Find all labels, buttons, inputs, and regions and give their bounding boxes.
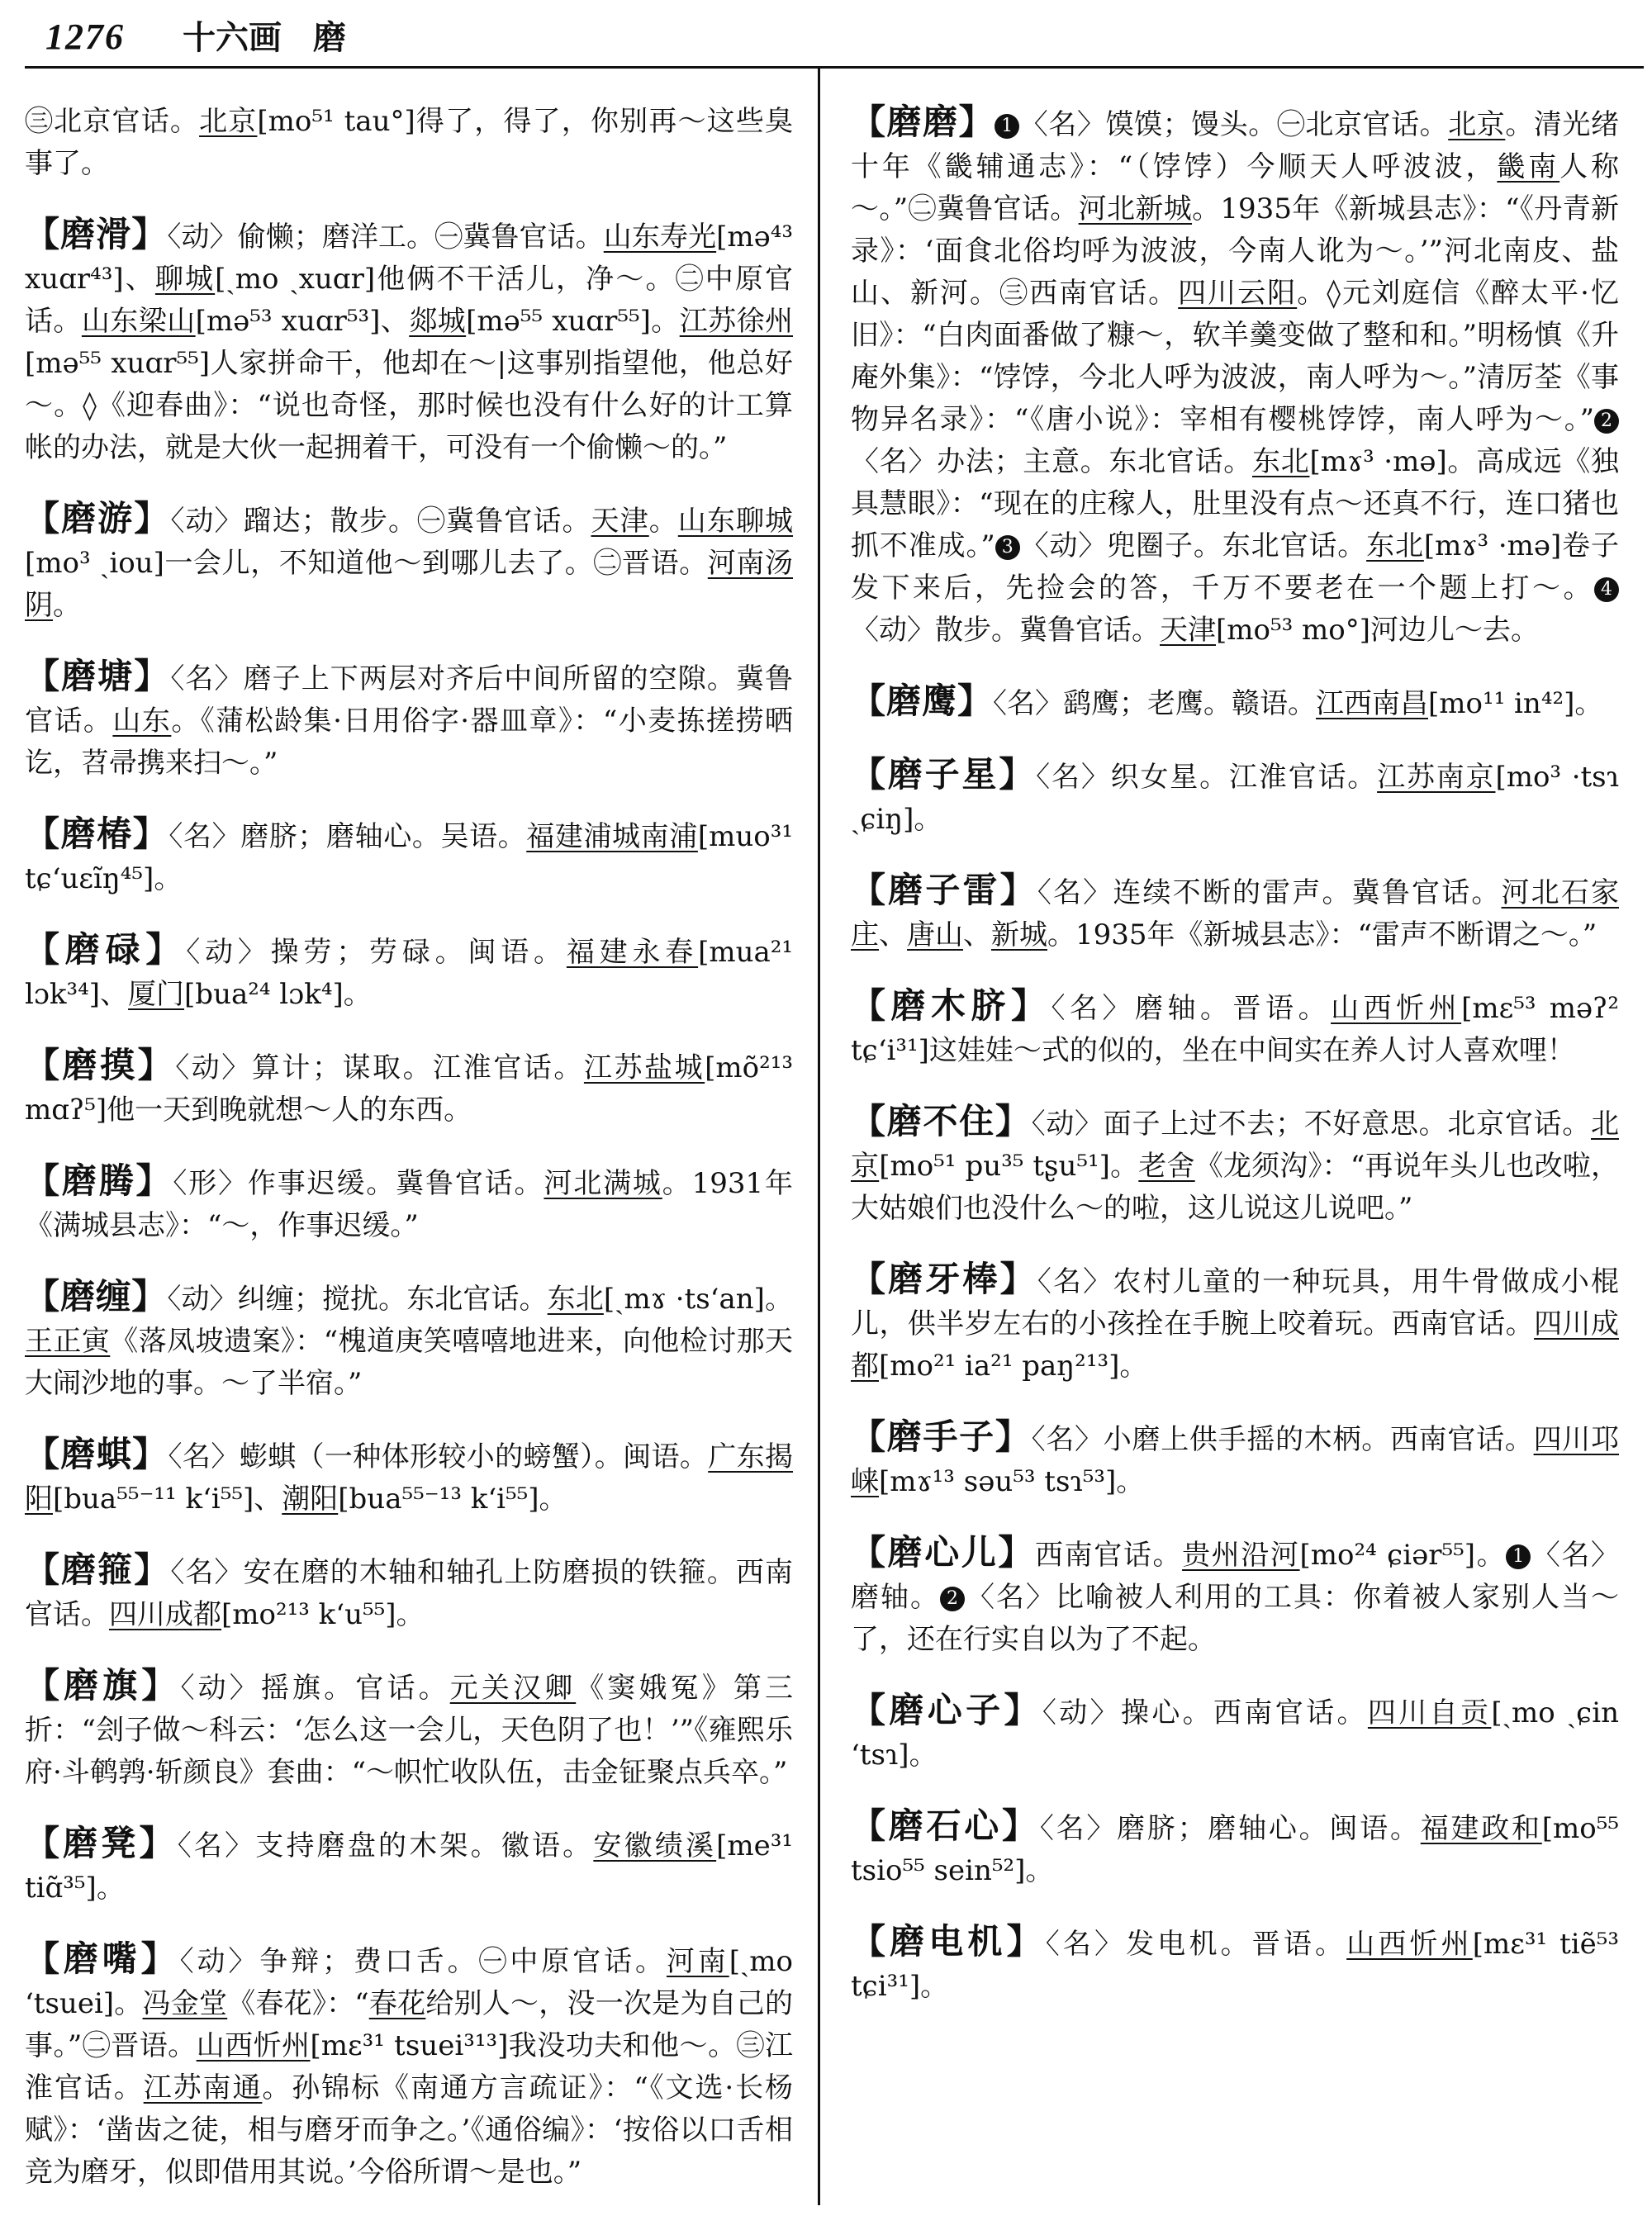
- dictionary-entry: 【磨心子】〈动〉操心。西南官话。四川自贡[ˏmo ˏɕin ʻtsɿ]。: [851, 1690, 1619, 1772]
- headword: 【磨子星】: [851, 754, 1037, 795]
- dictionary-entry: 【磨缠】〈动〉纠缠；搅扰。东北官话。东北[ˏmɤ ·tsʻan]。王正寅《落凤坡遗案》：“槐道庚笑嘻嘻地进来，向他检讨那天大闹沙地的事。～了半宿。”: [25, 1276, 794, 1400]
- dictionary-entry: 【磨不住】〈动〉面子上过不去；不好意思。北京官话。北京[mo⁵¹ pu³⁵ tʂu⁵¹]。老舍《龙须沟》：“再说年头儿也改啦，大姑娘们也没什么～的啦，这儿说这儿说吧。”: [851, 1101, 1619, 1225]
- dictionary-entry: 【磨鹰】〈名〉鹞鹰；老鹰。赣语。江西南昌[mo¹¹ in⁴²]。: [851, 681, 1603, 721]
- dictionary-entry: 【磨石心】〈名〉磨脐；磨轴心。闽语。福建政和[mo⁵⁵ tsio⁵⁵ sein⁵²]。: [851, 1805, 1619, 1887]
- headword: 【磨凳】: [25, 1823, 178, 1863]
- dictionary-entry: 【磨心儿】西南官话。贵州沿河[mo²⁴ ɕiər⁵⁵]。 1 〈名〉磨轴。 2 〈名〉比喻被人利用的工具：你着被人家别人当～了，还在行实自以为了不起。: [851, 1532, 1620, 1656]
- headword: 【磨石心】: [851, 1805, 1040, 1846]
- headword: 【磨碌】: [25, 929, 187, 970]
- dictionary-entry-continued: ㊂北京官话。北京[mo⁵¹ tau°]得了，得了，你别再～这些臭事了。: [25, 105, 794, 180]
- headword: 【磨腾】: [25, 1160, 173, 1201]
- headword: 【磨电机】: [851, 1921, 1046, 1962]
- headword: 【磨手子】: [851, 1416, 1032, 1457]
- sense-number-2: 2: [940, 1587, 965, 1611]
- dictionary-entry: 【磨蜞】〈名〉蟛蜞（一种体形较小的螃蟹）。闽语。广东揭阳[bua⁵⁵⁻¹¹ kʻi⁵⁵]、潮阳[bua⁵⁵⁻¹³ kʻi⁵⁵]。: [25, 1434, 794, 1516]
- dictionary-entry: 【磨子星】〈名〉织女星。江淮官话。江苏南京[mo³ ·tsɿ ˏɕiŋ]。: [851, 754, 1620, 836]
- dictionary-entry: 【磨手子】〈名〉小磨上供手摇的木柄。西南官话。四川邛崃[mɤ¹³ səu⁵³ tsɿ⁵³]。: [851, 1416, 1620, 1498]
- dictionary-entry: 【磨旗】〈动〉摇旗。官话。元关汉卿《窦娥冤》第三折：“刽子做～科云：‘怎么这一会儿，天色阴了也！’”《雍熙乐府·斗鹌鹑·斩颜良》套曲：“～帜忙收队伍，击金钲聚点兵卒。”: [25, 1665, 794, 1789]
- sense-number-1: 1: [1506, 1544, 1531, 1569]
- headword: 【磨塘】: [25, 656, 171, 696]
- right-column: [851, 73, 1619, 2016]
- sense-number-2: 2: [1594, 409, 1619, 434]
- headword: 【磨磨】: [851, 102, 995, 142]
- head-character: 磨: [313, 18, 346, 57]
- headword: 【磨游】: [25, 498, 171, 539]
- headword: 【磨嘴】: [25, 1938, 180, 1979]
- dictionary-entry: 【磨牙棒】〈名〉农村儿童的一种玩具，用牛骨做成小棍儿，供半岁左右的小孩拴在手腕上咬着玩。西南官话。四川成都[mo²¹ ia²¹ paŋ²¹³]。: [851, 1259, 1620, 1383]
- dictionary-entry: 【磨磨】 1 〈名〉馍馍；馒头。㊀北京官话。北京。清光绪十年《畿辅通志》：“（饽饽）今顺天人呼波波，畿南人称～。”㊁冀鲁官话。河北新城。1935年《新城县志》：“《丹青新录》：‘面食北俗均呼为波波，今南人讹为～。’”河北南皮、盐山、新河。㊂西南官话。四川云阳。◊元刘庭信《醉太平·忆旧》：“白肉面番做了糠～，软羊羹变做了整和和。”明杨慎《升庵外集》：“饽饽，今北人呼为波波，南人呼为～。”清厉荃《事物异名录》：“《唐小说》：宰相有樱桃饽饽，南人呼为～。” 2〈名〉办法；主意。东北官话。东北[mɤ³ ·mə]。高成远《独具慧眼》：“现在的庄稼人，肚里没有点～还真不行，连口猪也抓不准成。” 3 〈动〉兜圈子。东北官话。东北[mɤ³ ·mə]卷子发下来后，先捡会的答，千万不要老在一个题上打～。 4〈动〉散步。冀鲁官话。天津[mo⁵³ mo°]河边儿～去。: [851, 102, 1620, 647]
- dictionary-entry: 【磨木脐】〈名〉磨轴。晋语。山西忻州[mɛ⁵³ məʔ² tɕʻi³¹]这娃娃～式的似的，坐在中间实在养人讨人喜欢哩！: [851, 985, 1620, 1067]
- dictionary-entry: 【磨箍】〈名〉安在磨的木轴和轴孔上防磨损的铁箍。西南官话。四川成都[mo²¹³ kʻu⁵⁵]。: [25, 1549, 793, 1631]
- dictionary-entry: 【磨腾】〈形〉作事迟缓。冀鲁官话。河北满城。1931年《满城县志》：“～，作事迟缓。”: [25, 1160, 794, 1242]
- headword: 【磨牙棒】: [851, 1259, 1037, 1299]
- headword: 【磨摸】: [25, 1045, 176, 1085]
- dictionary-entry: 【磨凳】〈名〉支持磨盘的木架。徽语。安徽绩溪[me³¹ tiɑ̃³⁵]。: [25, 1823, 793, 1905]
- dictionary-entry: 【磨摸】〈动〉算计；谋取。江淮官话。江苏盐城[mõ²¹³ mɑʔ⁵]他一天到晚就想～人的东西。: [25, 1045, 793, 1127]
- sense-number-4: 4: [1594, 577, 1619, 602]
- headword: 【磨鹰】: [851, 681, 994, 721]
- stroke-section: 十六画: [183, 18, 282, 57]
- header-rule: [25, 66, 1644, 69]
- dictionary-entry: 【磨塘】〈名〉磨子上下两层对齐后中间所留的空隙。冀鲁官话。山东。《蒲松龄集·日用俗字·器皿章》：“小麦拣搓捞晒讫，苕帚携来扫～。”: [25, 656, 794, 780]
- headword: 【磨滑】: [25, 214, 168, 254]
- headword: 【磨箍】: [25, 1549, 171, 1590]
- headword: 【磨不住】: [851, 1101, 1032, 1141]
- headword: 【磨旗】: [25, 1665, 181, 1706]
- headword: 【磨木脐】: [851, 985, 1051, 1026]
- dictionary-entry: 【磨椿】〈名〉磨脐；磨轴心。吴语。福建浦城南浦[muo³¹ tɕʻuɛĩŋ⁴⁵]。: [25, 814, 794, 895]
- dictionary-entry: 【磨碌】〈动〉操劳；劳碌。闽语。福建永春[mua²¹ lɔk³⁴]、厦门[bua²⁴ lɔk⁴]。: [25, 929, 794, 1011]
- sense-number-1: 1: [995, 114, 1019, 139]
- left-column: [25, 73, 793, 2202]
- headword: 【磨椿】: [25, 814, 169, 854]
- dictionary-entry: 【磨电机】〈名〉发电机。晋语。山西忻州[mɛ³¹ tiẽ⁵³ tɕi³¹]。: [851, 1921, 1619, 2003]
- headword: 【磨心儿】: [851, 1532, 1036, 1573]
- headword: 【磨蜞】: [25, 1434, 169, 1474]
- dictionary-entry: 【磨子雷】〈名〉连续不断的雷声。冀鲁官话。河北石家庄、唐山、新城。1935年《新城县志》：“雷声不断谓之～。”: [851, 870, 1619, 951]
- headword: 【磨心子】: [851, 1690, 1042, 1730]
- column-divider: [818, 66, 820, 2205]
- dictionary-entry: 【磨游】〈动〉蹓达；散步。㊀冀鲁官话。天津。山东聊城[mo³ ˏiou]一会儿，不知道他～到哪儿去了。㊁晋语。河南汤阴。: [25, 498, 794, 622]
- headword: 【磨缠】: [25, 1276, 168, 1317]
- headword: 【磨子雷】: [851, 870, 1037, 910]
- dictionary-entry: 【磨滑】〈动〉偷懒；磨洋工。㊀冀鲁官话。山东寿光[mə⁴³ xuɑr⁴³]、聊城[ˏmo ˏxuɑr]他俩不干活儿，净～。㊁中原官话。山东梁山[mə⁵³ xuɑr⁵³]、郯城[mə⁵⁵ xuɑr⁵⁵]。江苏徐州[mə⁵⁵ xuɑr⁵⁵]人家拼命干，他却在～|这事别指望他，他总好～。◊《迎春曲》：“说也奇怪，那时候也没有什么好的计工算帐的办法，就是大伙一起拥着干，可没有一个偷懒～的。”: [25, 214, 794, 464]
- sense-number-3: 3: [995, 535, 1020, 560]
- dictionary-entry: 【磨嘴】〈动〉争辩；费口舌。㊀中原官话。河南[ˏmo ʻtsuei]。冯金堂《春花》：“春花给别人～，没一次是为自己的事。”㊁晋语。山西忻州[mɛ³¹ tsuei³¹³]我没功夫和他～。㊂江淮官话。江苏南通。孙锦标《南通方言疏证》：“《文选·长杨赋》：‘凿齿之徒，相与磨牙而争之。’《通俗编》：‘按俗以口舌相竞为磨牙，似即借用其说。’今俗所谓～是也。”: [25, 1938, 794, 2189]
- page-number: 1276: [45, 17, 125, 57]
